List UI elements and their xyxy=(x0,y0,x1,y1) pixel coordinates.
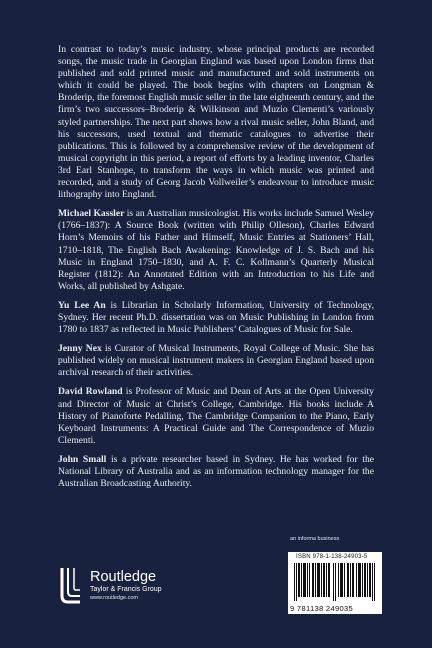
author-bio-text: is a private researcher based in Sydney. He has worked for the National Library of Australia and as an information technology manager for the Australian Broadcasting Authority. xyxy=(58,453,374,490)
barcode-icon xyxy=(294,563,376,601)
author-name: David Rowland xyxy=(58,386,123,398)
barcode xyxy=(288,552,382,614)
isbn-text: ISBN 978-1-138-24903-5 xyxy=(296,554,368,560)
routledge-logo-icon xyxy=(58,566,84,604)
author-bio-text: is Librarian in Scholarly Information, University of Technology, Sydney. Her recent Ph.D. dissertation was on Music Publishing in London from 1780 to 1837 as reflected in Music Publishers’ Catalogues of Music for Sale. xyxy=(58,299,374,336)
author-name: Michael Kassler xyxy=(58,208,125,220)
blurb-text xyxy=(58,44,374,497)
informa-label: an informa business xyxy=(290,536,340,542)
author-bio-text: is an Australian musicologist. His works include Samuel Wesley (1766–1837): A Source Book (written with Philip Olleson), Charles Edward Horn’s Memoirs of his Father and Himself, Music Entries at Stationers’ Hall, 1710–1818, The English Bach Awakening: Knowledge of J. S. Bach and his Music in England 1750–1830, and A. F. C. Kollmann’s Quarterly Musical Register (1812): An Annotated Edition with an Introduction to his Life and Works, all published by Ashgate. xyxy=(58,208,374,292)
author-bio-an xyxy=(58,300,374,336)
author-name: John Small xyxy=(58,453,107,465)
author-name: Jenny Nex xyxy=(58,343,102,355)
author-name: Yu Lee An xyxy=(58,299,106,311)
publisher-logo xyxy=(58,566,162,604)
author-bio-kassler xyxy=(58,208,374,293)
publisher-url: www.routledge.com xyxy=(90,594,138,601)
author-bio-rowland xyxy=(58,386,374,446)
description-paragraph: In contrast to today’s music industry, whose principal products are recorded songs, the music trade in Georgian England was based upon London firms that published and sold printed music and manufactured and sold instruments on which it could be played. The book begins with chapters on Longman & Broderip, the foremost English music seller in the late eighteenth century, and the firm’s two successors–Broderip & Wilkinson and Muzio Clementi’s variously styled partnerships. The next part shows how a rival music seller, John Bland, and his successors, used textual and thematic catalogues to advertise their publications. This is followed by a comprehensive review of the development of musical copyright in this period, a report of efforts by a leading inventor, Charles 3rd Earl Stanhope, to transform the ways in which music was printed and recorded, and a study of Georg Jacob Vollweiler’s endeavour to introduce music lithography into England. xyxy=(58,44,374,201)
author-bio-text: is Curator of Musical Instruments, Royal College of Music. She has published widely on musical instrument makers in Georgian England based upon archival research of their activities. xyxy=(58,343,374,379)
author-bio-small xyxy=(58,454,374,490)
publisher-group: Taylor & Francis Group xyxy=(90,585,162,593)
publisher-name: Routledge xyxy=(90,568,157,585)
author-bio-nex xyxy=(58,343,374,379)
barcode-digits: 9 781138 249035 xyxy=(290,604,354,613)
author-bio-text: is Professor of Music and Dean of Arts at the Open University and Director of Music at Christ’s College, Cambridge. His books include A History of Pianoforte Pedalling, The Cambridge Companion to the Piano, Early Keyboard Instruments: A Practical Guide and The Correspondence of Muzio Clementi. xyxy=(58,386,374,446)
